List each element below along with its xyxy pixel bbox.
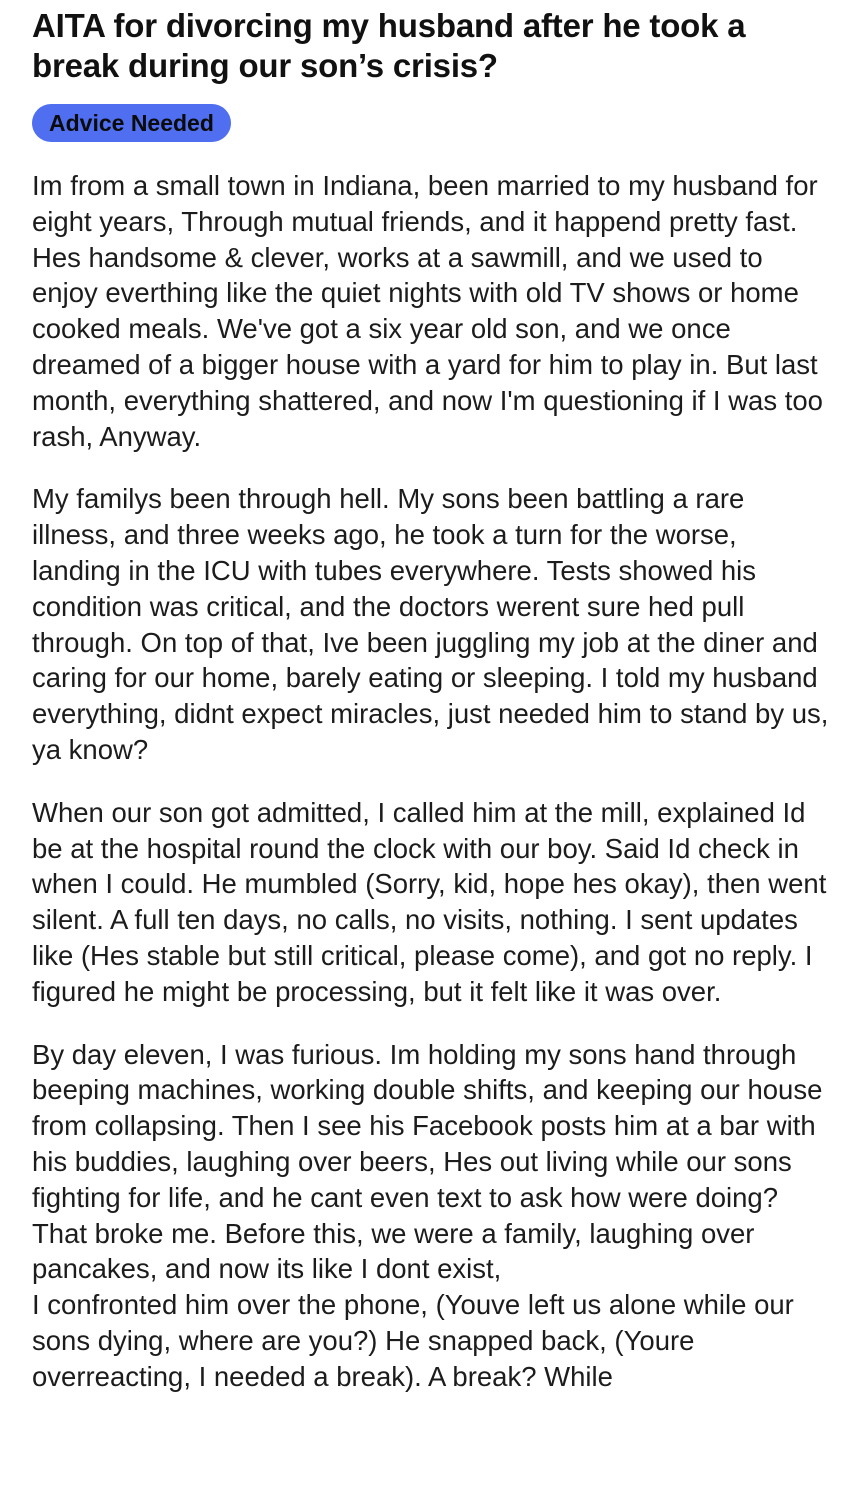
post-paragraph: I confronted him over the phone, (Youve left us alone while our sons dying, where are you?) He snapped back, (Youre overreacting, I needed a break). A break? While (32, 1289, 794, 1392)
post-paragraph: Im from a small town in Indiana, been married to my husband for eight years, Through mutual friends, and it happend pretty fast. Hes handsome & clever, works at a sawmill, and we used to enjoy everthing like the quiet nights with old TV shows or home cooked meals. We've got a six year old son, and we once dreamed of a bigger house with a yard for him to play in. But last month, everything shattered, and now I'm questioning if I was too rash, Anyway. (32, 170, 823, 452)
post-paragraph: When our son got admitted, I called him at the mill, explained Id be at the hospital round the clock with our boy. Said Id check in when I could. He mumbled (Sorry, kid, hope hes okay), then went silent. A full ten days, no calls, no visits, nothing. I sent updates like (Hes stable but still critical, please come), and got no reply. I figured he might be processing, but it felt like it was over. (32, 796, 827, 1007)
flair-badge[interactable]: Advice Needed (32, 104, 231, 142)
post-paragraph: By day eleven, I was furious. Im holding my sons hand through beeping machines, working double shifts, and keeping our house from collapsing. Then I see his Facebook posts him at a bar with his buddies, laughing over beers, Hes out living while our sons fighting for life, and he cant even text to ask how were doing? That broke me. Before this, we were a family, laughing over pancakes, and now its like I dont exist, (32, 1038, 823, 1285)
post-body (32, 168, 832, 1395)
post (32, 6, 832, 1422)
post-paragraph: My familys been through hell. My sons been battling a rare illness, and three weeks ago, he took a turn for the worse, landing in the ICU with tubes everywhere. Tests showed his condition was critical, and the doctors werent sure hed pull through. On top of that, Ive been juggling my job at the diner and caring for our home, barely eating or sleeping. I told my husband everything, didnt expect miracles, just needed him to stand by us, ya know? (32, 483, 829, 765)
post-title: AITA for divorcing my husband after he took a break during our son’s crisis? (32, 7, 746, 84)
bottom-fade (0, 1467, 860, 1493)
